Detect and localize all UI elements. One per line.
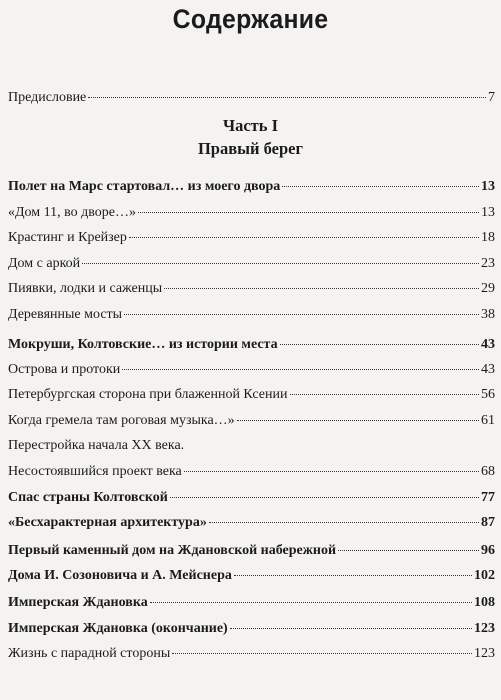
toc-entry-label: Имперская Ждановка (окончание) bbox=[8, 621, 228, 636]
toc-entry-label: Спас страны Колтовской bbox=[8, 490, 168, 505]
toc-entry[interactable] bbox=[8, 514, 495, 532]
toc-entry[interactable] bbox=[8, 645, 495, 663]
dot-leader bbox=[170, 497, 479, 498]
page-title: Содержание bbox=[172, 4, 329, 34]
dot-leader bbox=[282, 186, 479, 187]
toc-entry[interactable] bbox=[8, 255, 495, 273]
toc-entry-page: 13 bbox=[481, 179, 495, 194]
toc-entry-page: 13 bbox=[481, 205, 495, 220]
toc-entry-page: 87 bbox=[481, 515, 495, 530]
part-number: Часть I bbox=[222, 116, 279, 135]
toc-entry[interactable] bbox=[8, 620, 495, 638]
toc-entry-label: Петербургская сторона при блаженной Ксении bbox=[8, 387, 288, 402]
dot-leader bbox=[88, 97, 486, 98]
toc-entry-label: Перестройка начала XX века. bbox=[8, 438, 185, 453]
toc-entry-label: «Дом 11, во дворе…» bbox=[8, 205, 136, 220]
dot-leader bbox=[82, 263, 479, 264]
dot-leader bbox=[129, 237, 479, 238]
toc-entry-page: 56 bbox=[481, 387, 495, 402]
toc-entry[interactable] bbox=[8, 437, 495, 455]
toc-entry-label: Острова и протоки bbox=[8, 362, 121, 377]
dot-leader bbox=[338, 550, 479, 551]
toc-entry-page: 7 bbox=[488, 90, 495, 105]
toc-entry-label: Несостоявшийся проект века bbox=[8, 464, 182, 479]
toc-entry[interactable] bbox=[8, 386, 495, 404]
toc-entry[interactable] bbox=[8, 489, 495, 507]
toc-entry[interactable] bbox=[8, 594, 495, 612]
dot-leader bbox=[230, 628, 472, 629]
toc-entry-label: Дом с аркой bbox=[8, 256, 81, 271]
part-name: Правый берег bbox=[197, 139, 304, 158]
toc-entry-page: 96 bbox=[481, 543, 495, 558]
toc-entry-page: 108 bbox=[474, 595, 495, 610]
toc-entry-page: 68 bbox=[481, 464, 495, 479]
toc-entry-page: 123 bbox=[474, 621, 495, 636]
toc-entry-page: 23 bbox=[481, 256, 495, 271]
toc-entry-page: 102 bbox=[474, 568, 495, 583]
dot-leader bbox=[172, 653, 472, 654]
dot-leader bbox=[122, 369, 479, 370]
toc-entry[interactable] bbox=[8, 306, 495, 324]
toc-entry-page: 38 bbox=[481, 307, 495, 322]
toc-entry-preface[interactable] bbox=[8, 89, 495, 107]
dot-leader bbox=[209, 522, 479, 523]
toc-entry[interactable] bbox=[8, 361, 495, 379]
toc-entry[interactable] bbox=[8, 412, 495, 430]
dot-leader bbox=[124, 314, 479, 315]
toc-entry-page: 77 bbox=[481, 490, 495, 505]
toc-entry-page: 18 bbox=[481, 230, 495, 245]
toc-entry-label: Предисловие bbox=[8, 90, 87, 105]
dot-leader bbox=[184, 471, 479, 472]
toc-entry-label: Дома И. Созоновича и А. Мейснера bbox=[8, 568, 232, 583]
dot-leader bbox=[290, 394, 479, 395]
toc-entry-page: 29 bbox=[481, 281, 495, 296]
dot-leader bbox=[280, 344, 479, 345]
toc-entry-label: Крастинг и Крейзер bbox=[8, 230, 127, 245]
dot-leader bbox=[150, 602, 472, 603]
toc-entry-label: Мокруши, Колтовские… из истории места bbox=[8, 337, 278, 352]
toc-entry[interactable] bbox=[8, 336, 495, 354]
dot-leader bbox=[237, 420, 479, 421]
toc-entry-label: Полет на Марс стартовал… из моего двора bbox=[8, 179, 281, 194]
toc-entry[interactable] bbox=[8, 567, 495, 585]
toc-entry[interactable] bbox=[8, 280, 495, 298]
toc-entry-label: «Бесхарактерная архитектура» bbox=[8, 515, 207, 530]
dot-leader bbox=[234, 575, 472, 576]
toc-entry[interactable] bbox=[8, 204, 495, 222]
dot-leader bbox=[164, 288, 479, 289]
toc-entry-page: 123 bbox=[474, 646, 495, 661]
dot-leader bbox=[138, 212, 479, 213]
toc-entry-page: 43 bbox=[481, 337, 495, 352]
toc-entry-label: Когда гремела там роговая музыка…» bbox=[8, 413, 235, 428]
toc-entry-page: 43 bbox=[481, 362, 495, 377]
toc-entry[interactable] bbox=[8, 178, 495, 196]
toc-entry-label: Пиявки, лодки и саженцы bbox=[8, 281, 163, 296]
toc-entry-label: Имперская Ждановка bbox=[8, 595, 148, 610]
toc-entry-label: Деревянные мосты bbox=[8, 307, 123, 322]
toc-entry[interactable] bbox=[8, 463, 495, 481]
toc-entry[interactable] bbox=[8, 229, 495, 247]
toc-entry[interactable] bbox=[8, 542, 495, 560]
toc-entry-label: Первый каменный дом на Ждановской набережной bbox=[8, 543, 337, 558]
toc-entry-label: Жизнь с парадной стороны bbox=[8, 646, 171, 661]
toc-entry-page: 61 bbox=[481, 413, 495, 428]
